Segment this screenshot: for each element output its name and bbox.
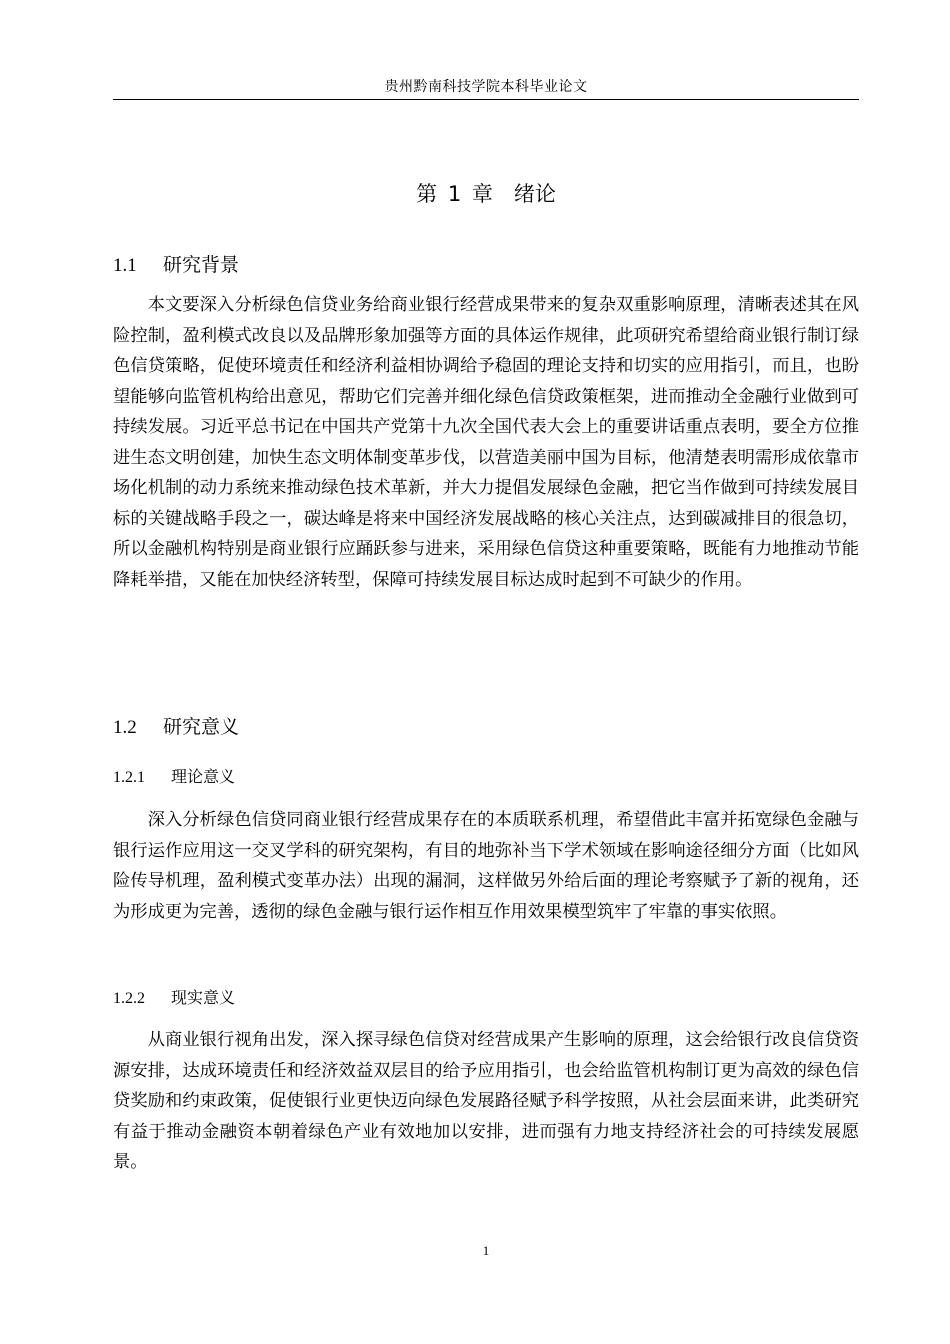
page-header: 贵州黔南科技学院本科毕业论文 (384, 79, 588, 95)
paragraph-research-background: 本文要深入分析绿色信贷业务给商业银行经营成果带来的复杂双重影响原理，清晰表述其在风险控制，盈利模式改良以及品牌形象加强等方面的具体运作规律，此项研究希望给商业银行制订绿色信贷策略，促使环境责任和经济利益相协调给予稳固的理论支持和切实的应用指引，而且，也盼望能够向监管机构给出意见，帮助它们完善并细化绿色信贷政策框架，进而推动全金融行业做到可持续发展。习近平总书记在中国共产党第十九次全国代表大会上的重要讲话重点表明，要全方位推进生态文明创建，加快生态文明体制变革步伐，以营造美丽中国为目标，他清楚表明需形成依靠市场化机制的动力系统来推动绿色技术革新，并大力提倡发展绿色金融，把它当作做到可持续发展目标的关键战略手段之一，碳达峰是将来中国经济发展战略的核心关注点，达到碳减排目的很急切，所以金融机构特别是商业银行应踊跃参与进来，采用绿色信贷这种重要策略，既能有力地推动节能降耗举措，又能在加快经济转型，保障可持续发展目标达成时起到不可缺少的作用。 (113, 295, 859, 590)
paragraph-theoretical-significance: 深入分析绿色信贷同商业银行经营成果存在的本质联系机理，希望借此丰富并拓宽绿色金融与银行运作应用这一交叉学科的研究架构，有目的地弥补当下学术领域在影响途径细分方面（比如风险传导机理，盈利模式变革办法）出现的漏洞，这样做另外给后面的理论考察赋予了新的视角，还为形成更为完善，透彻的绿色金融与银行运作相互作用效果模型筑牢了牢靠的事实依照。 (113, 810, 859, 922)
header-rule (113, 99, 859, 100)
section-title: 研究背景 (163, 254, 240, 276)
chapter-title: 第 1 章 绪论 (416, 182, 556, 206)
section-number: 1.1 (113, 255, 137, 276)
section-heading-1-2 (113, 712, 239, 743)
paragraph-practical-significance: 从商业银行视角出发，深入探寻绿色信贷对经营成果产生影响的原理，这会给银行改良信贷资源安排，达成环境责任和经济效益双层目的给予应用指引，也会给监管机构制订更为高效的绿色信贷奖励和约束政策，促使银行业更快迈向绿色发展路径赋予科学按照，从社会层面来讲，此类研究有益于推动金融资本朝着绿色产业有效地加以安排，进而强有力地支持经济社会的可持续发展愿景。 (113, 1030, 859, 1172)
subsection-number: 1.2.1 (113, 769, 145, 786)
subsection-number: 1.2.2 (113, 990, 145, 1007)
section-number: 1.2 (113, 717, 137, 738)
page-number: 1 (482, 1243, 490, 1258)
section-title: 研究意义 (163, 716, 240, 738)
section-heading-1-1 (113, 250, 239, 281)
subsection-heading-1-2-1 (113, 764, 235, 791)
subsection-heading-1-2-2 (113, 985, 235, 1012)
subsection-title: 理论意义 (171, 767, 236, 786)
subsection-title: 现实意义 (171, 988, 236, 1007)
